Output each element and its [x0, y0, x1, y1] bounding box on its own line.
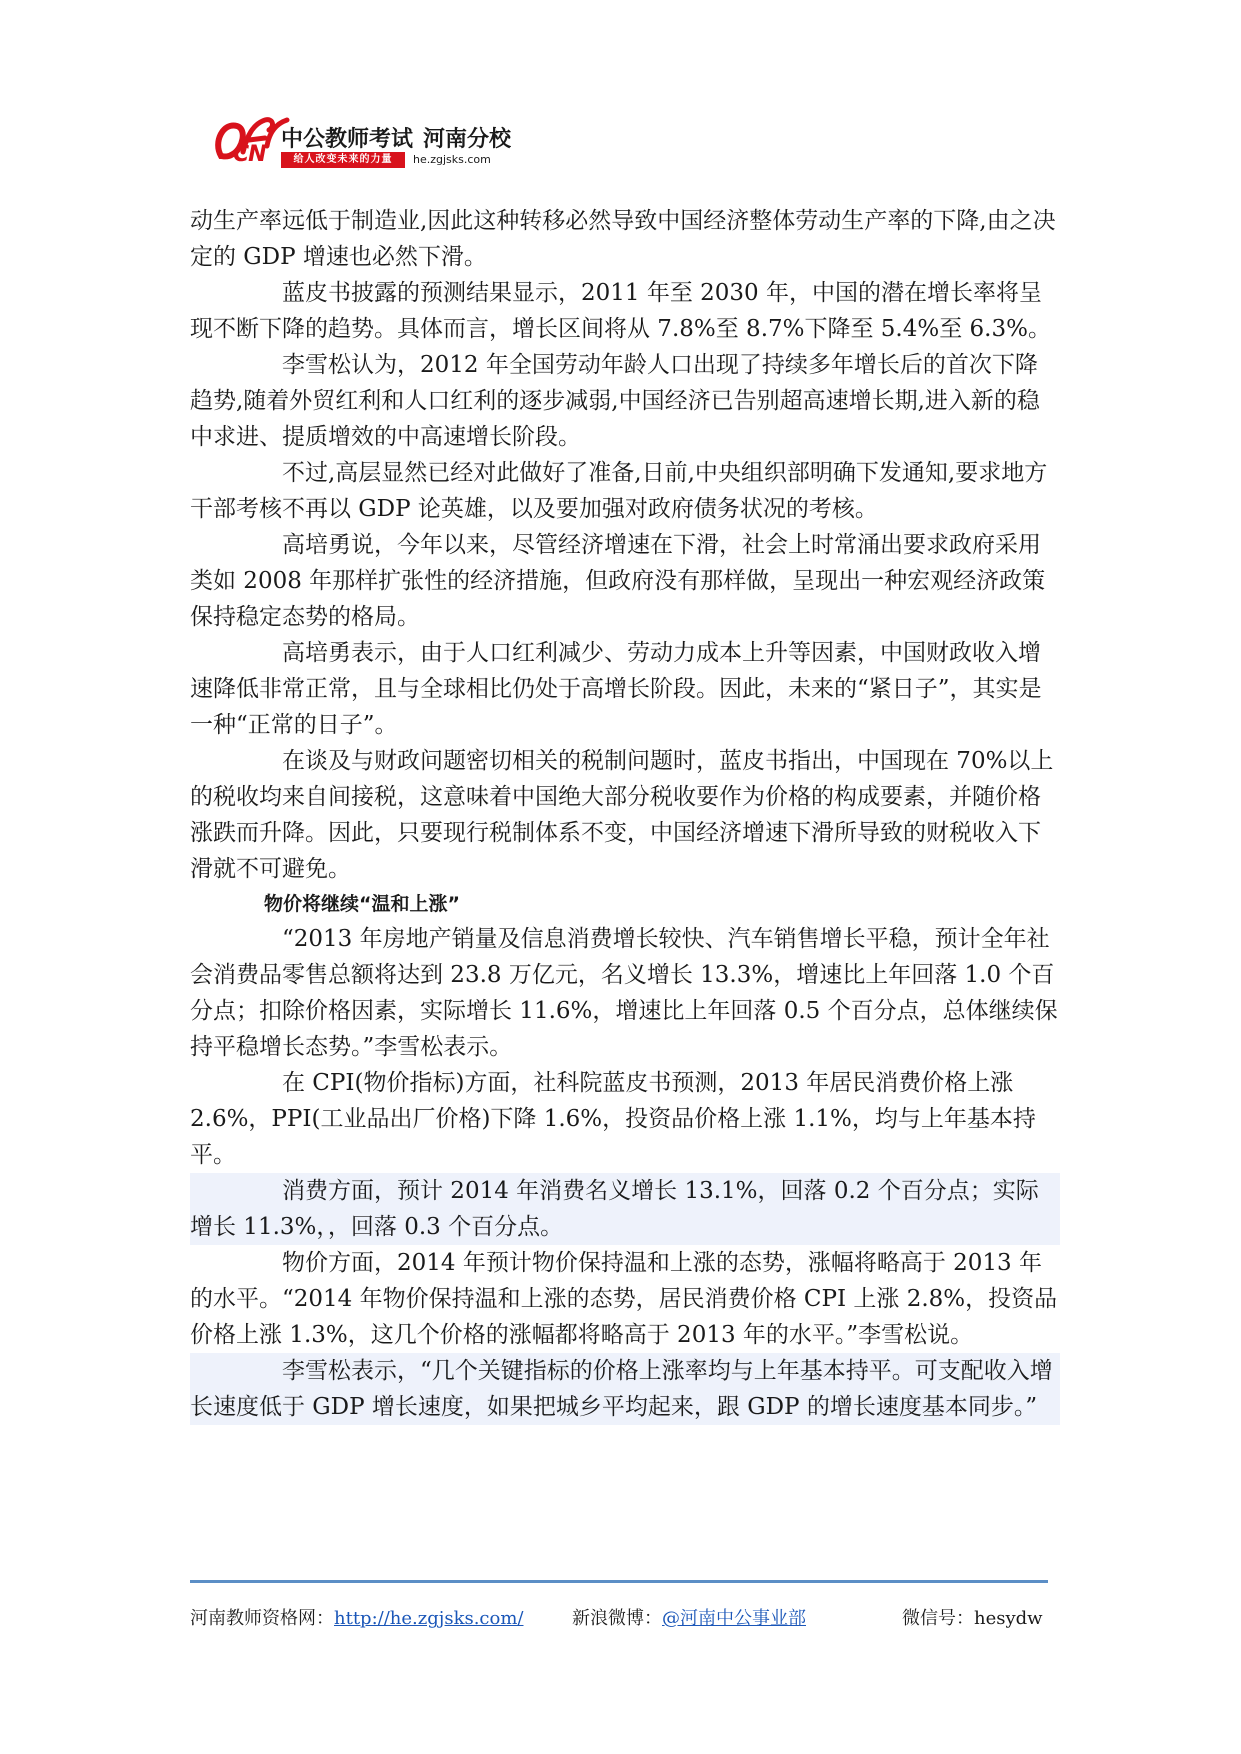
paragraph: 物价方面，2014 年预计物价保持温和上涨的态势，涨幅将略高于 2013 年的水平。“2014 年物价保持温和上涨的态势，居民消费价格 CPI 上涨 2.8%，投资品价格上涨 1.3%，这几个价格的涨幅都将略高于 2013 年的水平。”李雪松说。: [190, 1250, 1058, 1348]
brand-name: [281, 122, 511, 153]
footer-wechat: [902, 1604, 1043, 1634]
paragraph: 李雪松表示，“几个关键指标的价格上涨率均与上年基本持平。可支配收入增长速度低于 GDP 增长速度，如果把城乡平均起来，跟 GDP 的增长速度基本同步。”: [190, 1353, 1060, 1425]
brand-slogan: 给人改变未来的力量: [281, 152, 405, 168]
paragraph: 在谈及与财政问题密切相关的税制问题时，蓝皮书指出，中国现在 70%以上的税收均来自间接税，这意味着中国绝大部分税收要作为价格的构成要素，并随价格涨跌而升降。因此，只要现行税制体系不变，中国经济增速下滑所导致的财税收入下滑就不可避免。: [190, 748, 1054, 882]
header-logo: [213, 112, 513, 178]
wechat-id: hesydw: [974, 1608, 1043, 1629]
branch-title: 河南分校: [423, 127, 512, 152]
wechat-label: 微信号：: [902, 1608, 974, 1629]
paragraph: 动生产率远低于制造业,因此这种转移必然导致中国经济整体劳动生产率的下降,由之决定的 GDP 增速也必然下滑。: [190, 208, 1056, 270]
weibo-link[interactable]: @河南中公事业部: [662, 1608, 806, 1629]
paragraph: 在 CPI(物价指标)方面，社科院蓝皮书预测，2013 年居民消费价格上涨 2.6%，PPI(工业品出厂价格)下降 1.6%，投资品价格上涨 1.1%，均与上年基本持平。: [190, 1070, 1036, 1168]
weibo-label: 新浪微博：: [572, 1608, 662, 1629]
site-link[interactable]: http://he.zgjsks.com/: [334, 1608, 524, 1629]
paragraph: 高培勇说，今年以来，尽管经济增速在下滑，社会上时常涌出要求政府采用类如 2008 年那样扩张性的经济措施，但政府没有那样做，呈现出一种宏观经济政策保持稳定态势的格局。: [190, 532, 1046, 630]
paragraph: 消费方面，预计 2014 年消费名义增长 13.1%，回落 0.2 个百分点；实际增长 11.3%，，回落 0.3 个百分点。: [190, 1173, 1060, 1245]
section-heading: 物价将继续“温和上涨”: [264, 893, 460, 915]
article-body: [190, 203, 1060, 1425]
paragraph: 李雪松认为，2012 年全国劳动年龄人口出现了持续多年增长后的首次下降趋势,随着外贸红利和人口红利的逐步减弱,中国经济已告别超高速增长期,进入新的稳中求进、提质增效的中高速增长阶段。: [190, 352, 1040, 450]
footer-weibo: [572, 1604, 806, 1634]
paragraph: 蓝皮书披露的预测结果显示，2011 年至 2030 年，中国的潜在增长率将呈现不断下降的趋势。具体而言，增长区间将从 7.8%至 8.7%下降至 5.4%至 6.3%。: [190, 280, 1051, 342]
paragraph: “2013 年房地产销量及信息消费增长较快、汽车销售增长平稳，预计全年社会消费品零售总额将达到 23.8 万亿元，名义增长 13.3%，增速比上年回落 1.0 个百分点；扣除价格因素，实际增长 11.6%，增速比上年回落 0.5 个百分点，总体继续保持平稳增长态势。”李雪松表示。: [190, 926, 1058, 1060]
footer-site: [190, 1604, 523, 1634]
brand-title: 中公教师考试: [281, 127, 414, 152]
paragraph: 高培勇表示，由于人口红利减少、劳动力成本上升等因素，中国财政收入增速降低非常正常，且与全球相比仍处于高增长阶段。因此，未来的“紧日子”，其实是一种“正常的日子”。: [190, 640, 1042, 738]
brand-domain: he.zgjsks.com: [413, 153, 491, 166]
site-label: 河南教师资格网：: [190, 1608, 334, 1629]
offcn-logo-icon: [213, 112, 291, 172]
paragraph: 不过,高层显然已经对此做好了准备,日前,中央组织部明确下发通知,要求地方干部考核不再以 GDP 论英雄，以及要加强对政府债务状况的考核。: [190, 460, 1048, 522]
logo-cn-text: CN: [233, 142, 266, 167]
footer-divider: [190, 1580, 1048, 1583]
footer: [190, 1604, 1060, 1634]
